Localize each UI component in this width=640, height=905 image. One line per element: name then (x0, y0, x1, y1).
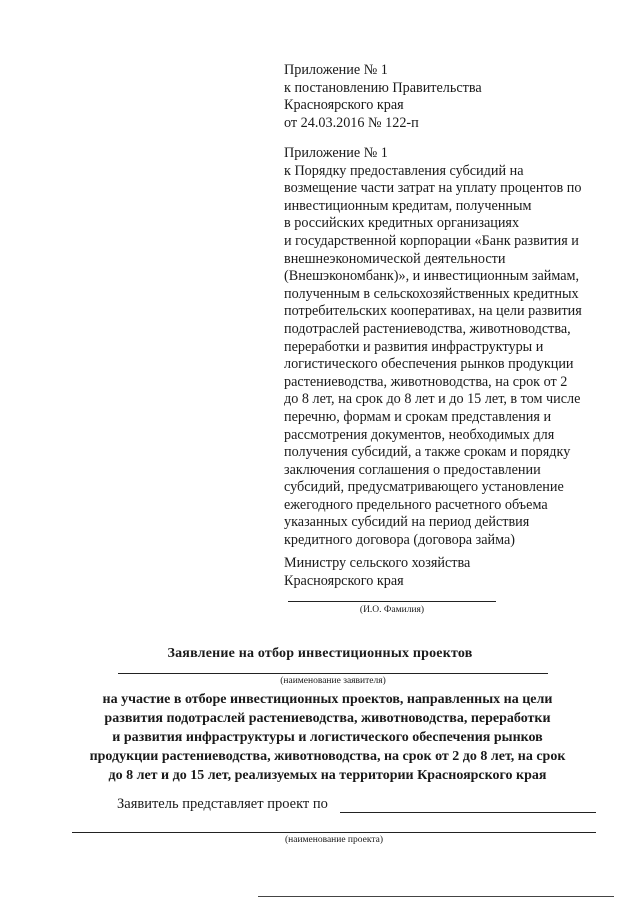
page-bottom-line (258, 896, 614, 897)
appendix-heading (284, 62, 624, 132)
application-title: Заявление на отбор инвестиционных проектов (167, 646, 473, 661)
order-line: кредитного договора (договора займа) (284, 532, 516, 549)
addressee-block (284, 555, 624, 590)
order-line: полученным в сельскохозяйственных кредитных (284, 285, 579, 302)
appendix-line: Красноярского края (284, 97, 404, 114)
applicant-caption: (наименование заявителя) (280, 676, 386, 686)
order-line: возмещение части затрат на уплату процентов по (284, 180, 582, 197)
order-line: переработки и развития инфраструктуры и (284, 338, 544, 355)
order-line: перечню, формам и срокам представления и (284, 408, 552, 425)
body-line: до 8 лет и до 15 лет, реализуемых на территории Красноярского края (108, 768, 547, 783)
order-line: логистического обеспечения рынков продукции (284, 356, 574, 373)
body-line: на участие в отборе инвестиционных проектов, направленных на цели (102, 692, 553, 707)
order-line: растениеводства, животноводства, на срок от 2 (284, 373, 568, 390)
order-line: заключения соглашения о предоставлении (284, 461, 541, 478)
addressee-line: Министру сельского хозяйства (284, 555, 471, 571)
order-line: потребительских кооперативах, на цели развития (284, 303, 582, 320)
order-line: (Внешэкономбанк)», и инвестиционным займам, (284, 268, 580, 285)
body-line: продукции растениеводства, животноводства, на срок от 2 до 8 лет, на срок (89, 749, 566, 764)
order-line: получения субсидий, а также срокам и порядку (284, 444, 571, 461)
body-line: и развития инфраструктуры и логистического обеспечения рынков (112, 730, 543, 745)
signature-name-line[interactable] (288, 601, 496, 602)
order-line: подотраслей растениеводства, животноводства, (284, 320, 571, 337)
body-line: развития подотраслей растениеводства, животноводства, переработки (104, 711, 551, 726)
project-name-line[interactable] (72, 832, 596, 833)
signature-caption: (И.О. Фамилия) (359, 605, 425, 615)
order-line: к Порядку предоставления субсидий на (284, 162, 524, 179)
order-line: рассмотрения документов, необходимых для (284, 426, 555, 443)
order-line: субсидий, предусматривающего установление (284, 479, 564, 496)
order-line: Приложение № 1 (284, 145, 388, 161)
applicant-present-text: Заявитель представляет проект по (117, 796, 328, 812)
order-line: ежегодного предельного расчетного объема (284, 496, 548, 513)
order-line: в российских кредитных организациях (284, 215, 520, 232)
order-line: указанных субсидий на период действия (284, 514, 530, 531)
appendix-line: к постановлению Правительства (284, 79, 482, 96)
project-field-line[interactable] (340, 812, 596, 813)
order-line: и государственной корпорации «Банк развития и (284, 232, 579, 249)
appendix-line: от 24.03.2016 № 122-п (284, 114, 419, 131)
order-appendix-heading (284, 145, 624, 550)
application-body (40, 690, 615, 785)
applicant-name-line[interactable] (118, 673, 548, 674)
addressee-line: Красноярского края (284, 572, 404, 589)
order-line: инвестиционным кредитам, полученным (284, 197, 532, 214)
order-line: до 8 лет, на срок до 8 лет и до 15 лет, в том числе (284, 391, 581, 408)
appendix-line: Приложение № 1 (284, 62, 388, 78)
order-line: внешнеэкономической деятельности (284, 250, 506, 267)
project-caption: (наименование проекта) (284, 835, 383, 845)
